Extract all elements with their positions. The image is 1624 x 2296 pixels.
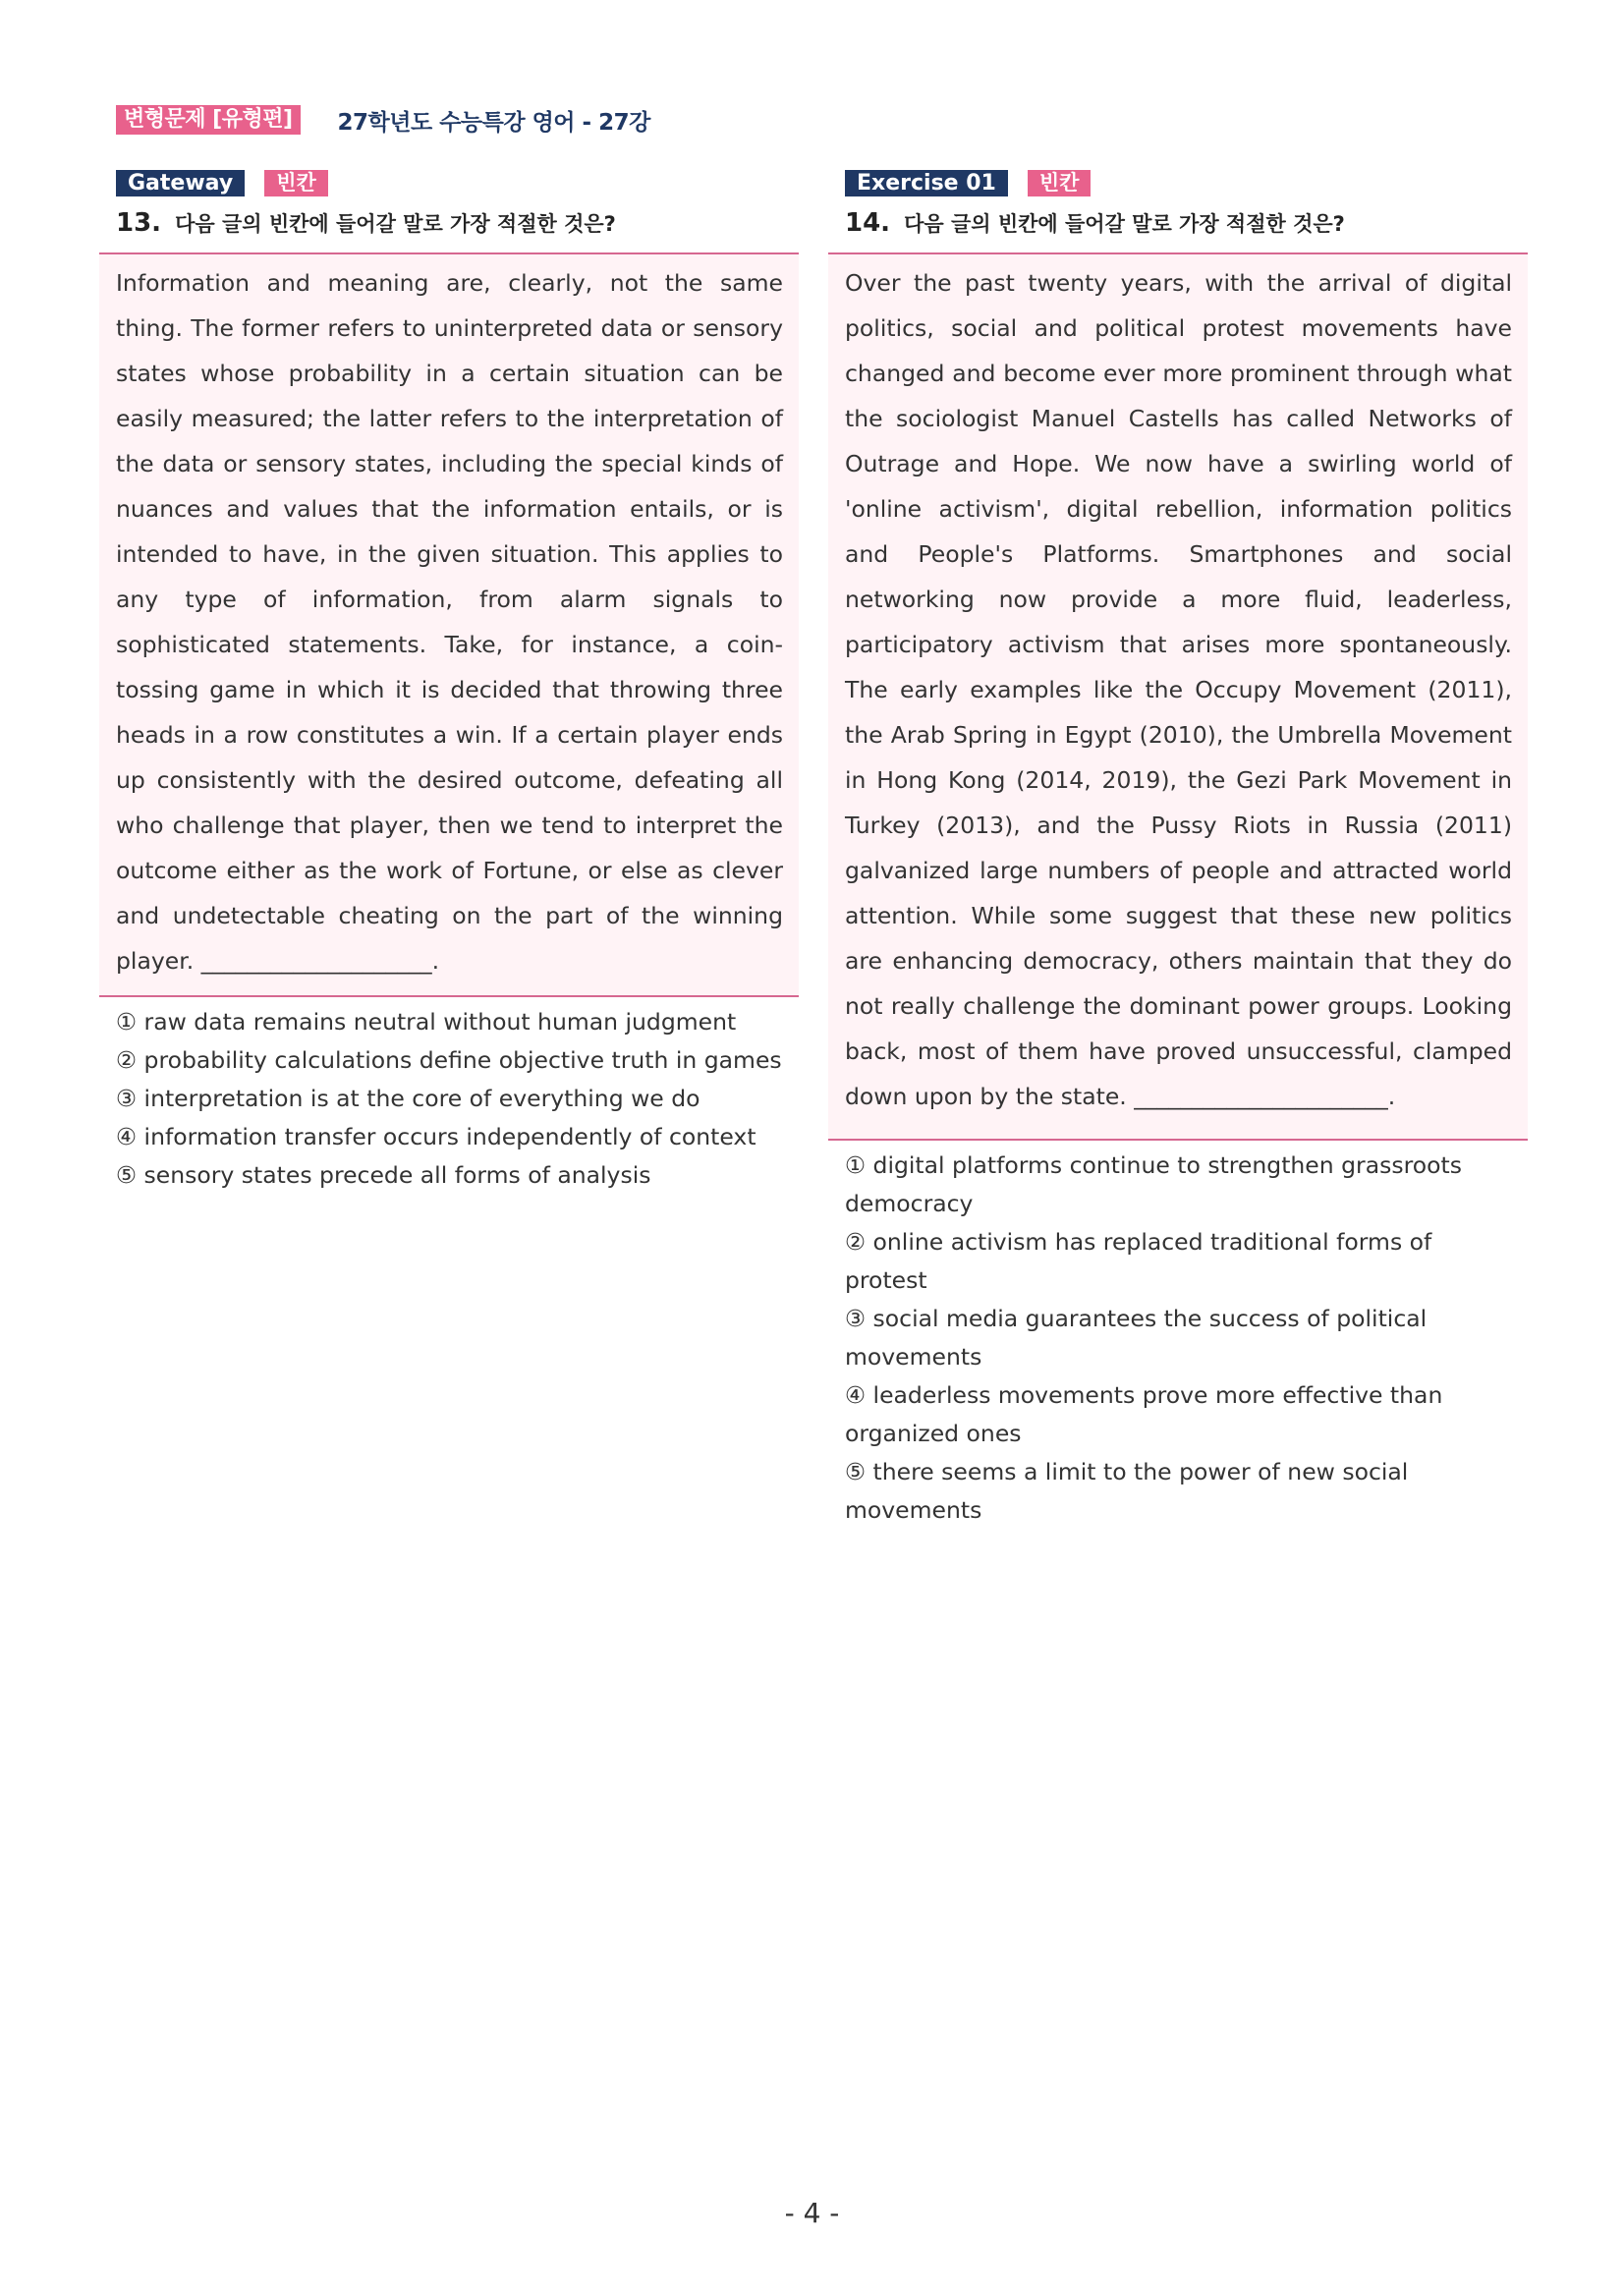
- answer-choice-4[interactable]: ④ leaderless movements prove more effective than organized ones: [845, 1381, 1443, 1447]
- answer-choices: [99, 1003, 799, 1195]
- question-13-tags: [116, 169, 799, 196]
- answer-choice-5[interactable]: ⑤ there seems a limit to the power of new social movements: [845, 1458, 1409, 1524]
- answer-choices: [828, 1147, 1528, 1530]
- question-13-column: [99, 169, 799, 1195]
- question-14-column: [828, 169, 1528, 1530]
- question-14-prompt: [845, 208, 1528, 242]
- answer-choice-2[interactable]: ② online activism has replaced traditional forms of protest: [845, 1228, 1432, 1294]
- question-text: 다음 글의 빈칸에 들어갈 말로 가장 적절한 것은?: [175, 212, 616, 236]
- answer-choice-1[interactable]: ① raw data remains neutral without human judgment: [116, 1008, 737, 1036]
- question-number: 14.: [845, 208, 891, 238]
- page-number: - 4 -: [784, 2197, 840, 2229]
- question-13-prompt: [116, 208, 799, 242]
- answer-choice-1[interactable]: ① digital platforms continue to strengthen grassroots democracy: [845, 1151, 1462, 1217]
- answer-choice-2[interactable]: ② probability calculations define objective truth in games: [116, 1046, 782, 1074]
- worksheet-title: 27학년도 수능특강 영어 - 27강: [337, 109, 650, 136]
- question-type-label: 빈칸: [264, 170, 328, 196]
- passage-box: Over the past twenty years, with the arrival of digital politics, social and political protest movements have changed and become ever more prominent through what the sociologist Manuel Castells has called Networks of Outrage and Hope. We now have a swirling world of 'online activism', digital rebellion, information politics and People's Platforms. Smartphones and social networking now provide a more fluid, leaderless, participatory activism that arises more spontaneously. The early examples like the Occupy Movement (2011), the Arab Spring in Egypt (2010), the Umbrella Movement in Hong Kong (2014, 2019), the Gezi Park Movement in Turkey (2013), and the Pussy Riots in Russia (2011) galvanized large numbers of people and attracted world attention. While some suggest that these new politics are enhancing democracy, others maintain that they do not really challenge the dominant power groups. Looking back, most of them have proved unsuccessful, clamped down upon by the state. ______________________.: [828, 252, 1528, 1141]
- answer-choice-4[interactable]: ④ information transfer occurs independently of context: [116, 1123, 756, 1150]
- passage-box: Information and meaning are, clearly, not the same thing. The former refers to uninterpreted data or sensory states whose probability in a certain situation can be easily measured; the latter refers to the interpretation of the data or sensory states, including the special kinds of nuances and values that the information entails, or is intended to have, in the given situation. This applies to any type of information, from alarm signals to sophisticated statements. Take, for instance, a coin-tossing game in which it is decided that throwing three heads in a row constitutes a win. If a certain player ends up consistently with the desired outcome, defeating all who challenge that player, then we tend to interpret the outcome either as the work of Fortune, or else as clever and undetectable cheating on the part of the winning player. ____________________.: [99, 252, 799, 997]
- worksheet-type-tag: 변형문제 [유형편]: [116, 105, 301, 135]
- question-14-tags: [845, 169, 1528, 196]
- answer-choice-3[interactable]: ③ social media guarantees the success of political movements: [845, 1305, 1428, 1371]
- answer-choice-3[interactable]: ③ interpretation is at the core of everything we do: [116, 1085, 700, 1112]
- question-text: 다음 글의 빈칸에 들어갈 말로 가장 적절한 것은?: [904, 212, 1345, 236]
- exercise-label: Exercise 01: [845, 170, 1008, 196]
- answer-choice-5[interactable]: ⑤ sensory states precede all forms of analysis: [116, 1161, 651, 1189]
- page-header: [116, 102, 650, 138]
- question-type-label: 빈칸: [1028, 170, 1092, 196]
- question-number: 13.: [116, 208, 162, 238]
- gateway-label: Gateway: [116, 170, 245, 196]
